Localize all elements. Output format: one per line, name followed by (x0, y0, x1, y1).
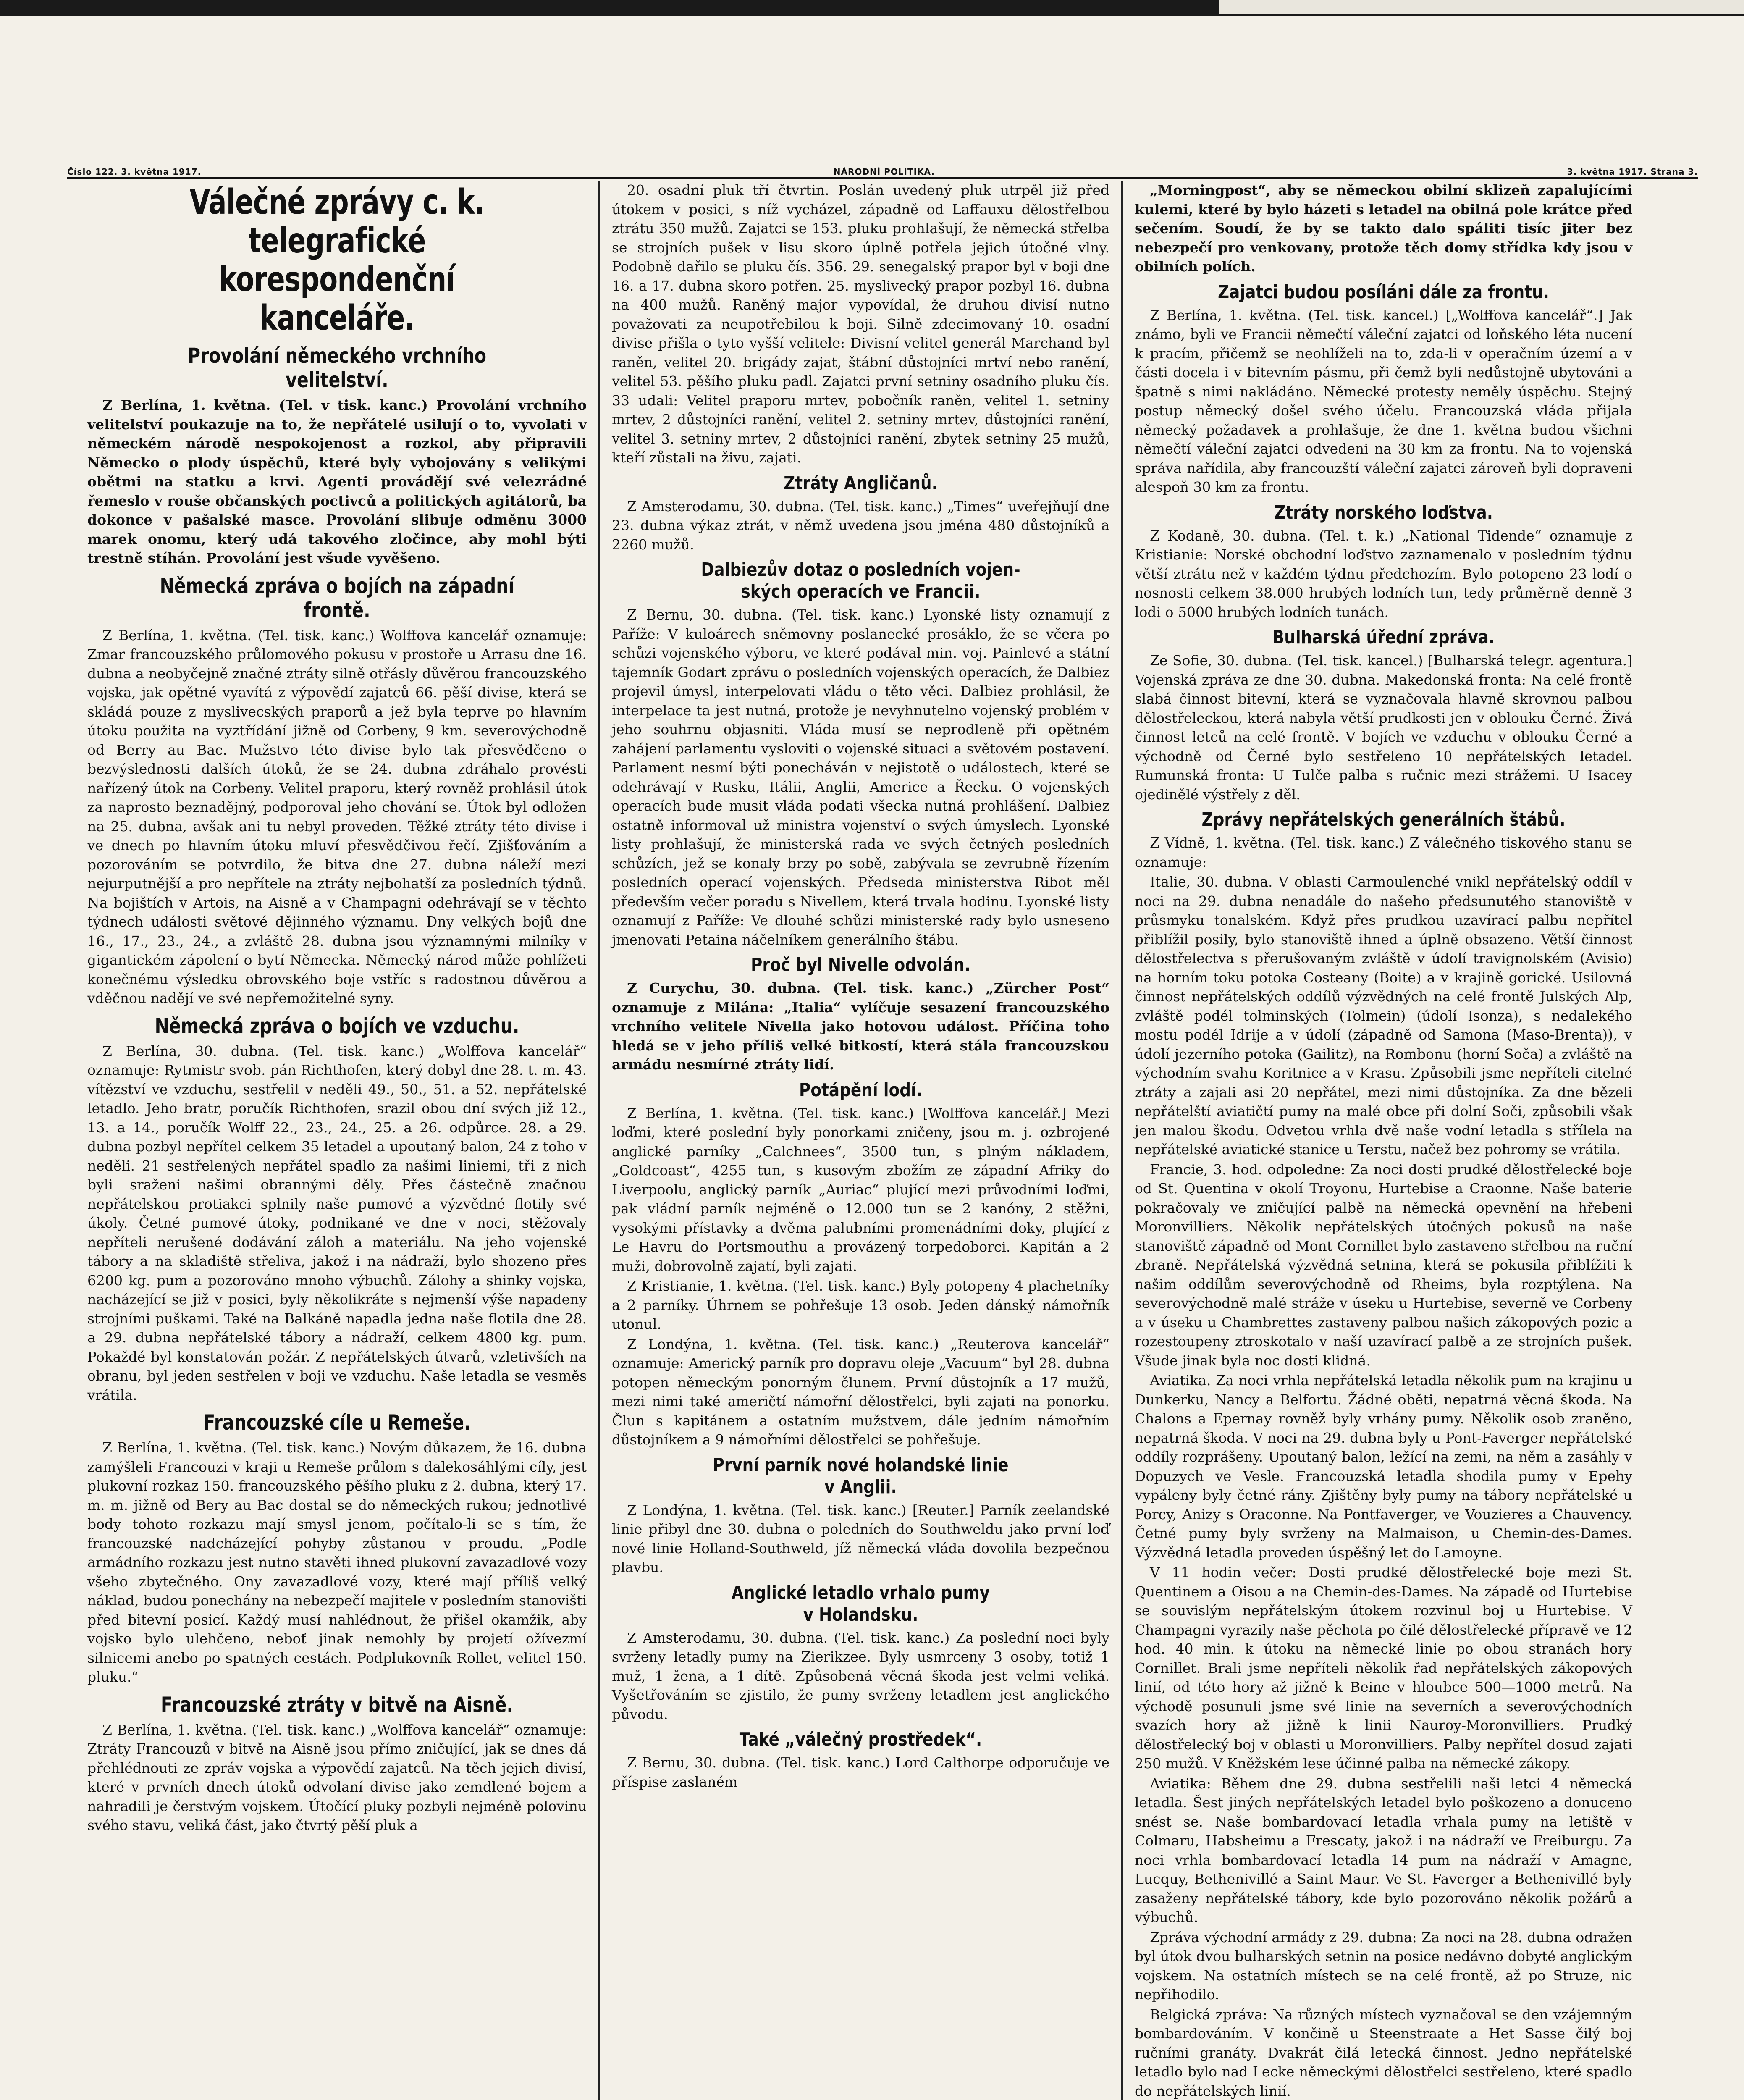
heading-line: Ztráty Angličanů. (784, 472, 938, 494)
scan-paper-edge (1219, 0, 1744, 14)
article-paragraph: Z Berlína, 1. května. (Tel. v tisk. kanc.) Provolání vrchního velitelství poukazuje na to, že nepřátelé usilují o to, vyvolati v německém národě nespokojenost a rozkol, aby připravili Německo o plody úspěchů, které byly vybojovány s velikými obětmi na statku a krvi. Agenti provádějí své velezrádné řemeslo v rouše občanských poctivců a politických agitátorů, ba dokonce v pašalské masce. Provolání slibuje odměnu 3000 marek onomu, který udá takového zločince, aby mohl býti trestně stíhán. Provolání jest všude vyvěšeno. (87, 397, 587, 566)
heading-line: Zprávy nepřátelských generálních štábů. (1201, 809, 1566, 830)
section-heading (649, 1729, 1072, 1751)
headline-line: korespondenční kanceláře. (219, 260, 455, 338)
article-paragraph: Z Kodaně, 30. dubna. (Tel. t. k.) „National Tidende“ oznamuje z Kristianie: Norské obchodní loďstvo zaznamenalo v posledním týdnu větší ztrátu než v každém týdnu předchozím. Bylo potopeno 23 lodí o nosnosti celkem 38.000 hrubých lodních tun, tedy průměrně denně 3 lodi o 5000 hrubých lodních tunách. (1135, 527, 1632, 620)
article-paragraph: Z Berlína, 1. května. (Tel. tisk. kancel.) [„Wolffova kancelář“.] Jak známo, byli ve Francii němečtí váleční zajatci od loňského léta nucení k pracím, přičemž se neohlíželi na to, zda-li v operačním území a v části docela i v bitevním pásmu, při čemž byli nedůstojně ubytováni a špatně s nimi nakládáno. Německé protesty neměly úspěchu. Stejný postup německý došel svého účelu. Francouzská vláda přijala německý požadavek a prohlašuje, že dne 1. května budou všichni němečtí váleční zajatci odvedeni na 30 km za frontu. Na to vojenská správa nařídila, aby francouzští váleční zajatci zároveň byli dopraveni alespoň 30 km za frontu. (1135, 307, 1632, 495)
article-paragraph: 20. osadní pluk tří čtvrtin. Poslán uvedený pluk utrpěl již před útokem v posici, s níž vycházel, západně od Laffauxu dělostřelbou ztrátu 350 mužů. Zajatci se 153. pluku prohlašují, že německá střelba se strojních pušek v lisu skoro úplně potřela jejich útočné vlny. Podobně dařilo se pluku čís. 356. 29. senegalský prapor byl v boji dne 16. a 17. dubna skoro potřen. 25. myslivecký prapor pozbyl 16. dubna na 400 mužů. Raněný major vypovídal, že druhou divisí nutno považovati za neupotřebilou k boji. Silně zdecimovaný 10. osadní divise přišla o tyto vyšší velitele: Divisní velitel generál Marchand byl raněn, velitel 20. brigády zajat, štábní důstojníci mrtví nebo ranění, velitel 53. pěšího pluku padl. Zajatci první setniny osadního pluku čís. 33 udali: Velitel praporu mrtev, pobočník raněn, velitel 1. setniny mrtev, 2 důstojníci ranění, velitel 2. setniny mrtev, důstojníci ranění, velitel 3. setniny mrtev, 2 důstojníci ranění, zbytek setniny 25 mužů, kteří zůstali na živu, zajati. (612, 182, 1109, 466)
article-paragraph: Z Curychu, 30. dubna. (Tel. tisk. kanc.) „Zürcher Post“ oznamuje z Milána: „Italia“ vylíčuje sesazení francouzského vrchního velitele Nivella jako hotovou událost. Příčina toho hledá se v jeho příliš velké bitkostí, která stála francouzskou armádu nesmírné ztráty lidí. (612, 980, 1109, 1073)
section-heading (132, 1014, 542, 1038)
heading-line: Anglické letadlo vrhalo pumy (731, 1582, 990, 1604)
article-paragraph: Z Berlína, 1. května. (Tel. tisk. kanc.) „Wolffova kancelář“ oznamuje: Ztráty Francouzů v bitvě na Aisně jsou přímo zničující, jak se dnes dá přehlédnouti ze zpráv vojska a výpovědí zajatců. Na těch jejich divisí, které v prvních dnech útoků odvolaní divise jako zemdlené bojem a nahradili je čerstvým vojskem. Útočící pluky pozbyli nejméně polovinu svého stavu, veliká část, jako čtvrtý pěší pluk a (87, 1721, 587, 1833)
article-paragraph: Francie, 3. hod. odpoledne: Za noci dosti prudké dělostřelecké boje od St. Quentina v okolí Troyonu, Hurtebise a Craonne. Naše baterie pokračovaly ve zničující palbě na německá opevnění na hřebeni Moronvilliers. Několik nepřátelských útočných pokusů na naše stanoviště západně od Mont Cornillet bylo zastaveno střelbou na ruční zbraně. Nepřátelská výzvědná setnina, která se pokusila přiblížiti k našim oddílům severovýchodně od Rheims, byla rozptýlena. Na severovýchodně malé stráže v úseku u Hurtebise, severně ve Corbeny a v úseku u Chambrettes zastaveny palbou našich zákopových pozic a rozestoupeny ztroskotalo v naší uzavírací palbě a ze strojních pušek. Všude jinak byla noc dosti klidná. (1135, 1161, 1632, 1369)
section-heading (649, 1454, 1072, 1498)
heading-line: Francouzské ztráty v bitvě na Aisně. (160, 1692, 514, 1717)
section-heading (649, 954, 1072, 976)
article-paragraph: Italie, 30. dubna. V oblasti Carmoulenché vnikl nepřátelský oddíl v noci na 29. dubna nenadále do našeho předsunutého stanoviště v průsmyku tonalském. Když přes prudkou uzavírací palbu nepřítel přiblížil posily, bylo stanoviště ihned a úplně obsazeno. Větší činnost dělostřelectva s přerušovaným zvláště v údolí travignolském (Avisio) na horním toku potoka Costeany (Boite) a v krajině gorické. Usilovná činnost nepřátelských oddílů výzvědných na celé frontě Julských Alp, zvláště podél tolminských (Tolmein) (údolí Isonza), s nedalekého mostu podél Idrije a v údolí (západně od Samona (Maso-Brenta)), v údolí jezerního potoka (Gailitz), na Rombonu (horní Soča) a zvláště na východním svahu Koritnice a v Krasu. Způsobili jsme nepříteli citelné ztráty a zajali asi 20 nepřátel, mezi nimi důstojníka. Za dne bězeli nepřátelští aviatičtí pumy na malé obce při dolní Soči, způsobili však jen malou škodu. Odvetou vrhla dvě naše vodní letadla s střílela na nepřátelské aviatické stanice u Terstu, načež bez pohromy se vrátila. (1135, 874, 1632, 1158)
article-paragraph: Z Amsterodamu, 30. dubna. (Tel. tisk. kanc.) „Times“ uveřejňují dne 23. dubna výkaz ztrát, v němž uvedena jsou jména 480 důstojníků a 2260 mužů. (612, 498, 1109, 553)
heading-line: Francouzské cíle u Remeše. (203, 1410, 471, 1435)
heading-line: Německá zpráva o bojích na západní (160, 573, 514, 598)
heading-line: Ztráty norského loďstva. (1274, 501, 1493, 523)
column-2 (598, 181, 1121, 2100)
heading-line: Zajatci budou posíláni dále za frontu. (1218, 281, 1549, 303)
heading-line: Potápění lodí. (799, 1079, 923, 1101)
section-heading (1172, 502, 1595, 524)
section-heading (649, 472, 1072, 494)
heading-line: Dalbiezův dotaz o posledních vojen- (701, 559, 1020, 580)
article-paragraph: Z Berlína, 1. května. (Tel. tisk. kanc.) Novým důkazem, že 16. dubna zamýšleli Francouzi v kraji u Remeše průlom s dalekosáhlými cíly, jest plukovní rozkaz 150. francouzského pěšího pluku z 2. dubna, který 17. m. m. jižně od Bery au Bac dostal se do německých rukou; jednotlivé body tohoto rozkazu mají smysl jenom, počítalo-li se s tím, že francouzské nadcházející pohyby zůstanou v proudu. „Podle armádního rozkazu jest nutno stavěti ihned plukovní zavazadlové vozy všeho zbytečného. Ony zavazadlové vozy, které mají příliš velký náklad, budou ponechány na nebezpečí majitele v posledním stanovišti před bitevní posicí. Každý musí nahlédnout, že přišel okamžik, aby vojsko bylo ulehčeno, neboť jinak nemohly by projetí ožívezmí silnicemi anebo po spatných cestách. Podplukovník Rollet, velitel 150. pluku.“ (87, 1439, 587, 1685)
article-paragraph: Z Londýna, 1. května. (Tel. tisk. kanc.) [Reuter.] Parník zeelandské linie přibyl dne 30. dubna o poledních do Southweldu jako první loď nové linie Holland-Southweld, jíž německá vláda dovolila bezpečnou plavbu. (612, 1502, 1109, 1575)
heading-line: frontě. (304, 598, 370, 622)
section-heading (649, 559, 1072, 603)
section-heading (649, 1079, 1072, 1101)
article-paragraph: „Morningpost“, aby se německou obilní sklizeň zapalujícími kulemi, které by bylo házeti s letadel na obilná pole krátce před sečením. Soudí, že by se takto dalo spáliti tisíc jiter bez nebezpečí pro venkovany, protože těch domy střídka kdy jsou v obilních polích. (1135, 182, 1632, 275)
column-3 (1121, 181, 1644, 2100)
article-paragraph: Zpráva východní armády z 29. dubna: Za noci na 28. dubna odražen byl útok dvou bulharských setnin na posice nedávno dobyté anglickým vojskem. Na ostatních místech se na celé frontě, až po Struze, nic nepřihodilo. (1135, 1929, 1632, 2003)
article-paragraph: Z Bernu, 30. dubna. (Tel. tisk. kanc.) Lyonské listy oznamují z Paříže: V kuloárech sněmovny poslanecké prosáklo, že se včera po schůzi vojenského výboru, ve které podával min. voj. Painlevé a státní tajemník Godart zprávu o posledních vojenských operacích, že Dalbiez projevil úmysl, interpelovati vládu o těto věci. Dalbiez prohlásil, že interpelace ta jest nutná, protože je nevyhnutelno vojenský problém v jeho souhrnu objasniti. Vláda musí se neprodleně při opětném zahájení parlamentu vysloviti o vojenské situaci a světovém postavení. Parlament nesmí býti ponecháván v nejistotě o událostech, které se odehrávají v Rusku, Itálii, Anglii, Americe a Řecku. O vojenských operacích bude musit vláda podati všecka nutná prohlášení. Dalbiez ostatně informoval už ministra vojenství o svých úmyslech. Lyonské listy prohlašují, že ministerská rada ve svých četných posledních schůzích, jež se konaly brzy po sobě, zabývala se zevrubně řízením posledních operací vojenských. Předseda ministerstva Ribot měl především večer poradu s Nivellem, která trvala hodinu. Lyonské listy oznamují z Paříže: Ve dlouhé schůzi ministerské rady bylo usneseno jmenovati Petaina náčelníkem generálního štábu. (612, 606, 1109, 948)
heading-line: velitelství. (286, 368, 388, 392)
article-paragraph: Belgická zpráva: Na různých místech vyznačoval se den vzájemným bombardováním. V končině u Steenstraate a Het Sasse čilý boj ručními granáty. Dvakrát čilá letecká činnost. Jedno nepřátelské letadlo bylo nad Lecke německými dělostřelci sestřeleno, které spadlo do nepřátelských linií. (1135, 2006, 1632, 2099)
section-heading (1172, 627, 1595, 648)
article-paragraph: Z Bernu, 30. dubna. (Tel. tisk. kanc.) Lord Calthorpe odporučuje ve příspise zaslaném (612, 1754, 1109, 1790)
article-paragraph: Z Londýna, 1. května. (Tel. tisk. kanc.) „Reuterova kancelář“ oznamuje: Americký parník pro dopravu oleje „Vacuum“ byl 28. dubna potopen německým ponorným člunem. První důstojník a 17 mužů, mezi nimi také američtí námořní dělostřelci, byli zajati na ponorku. Člun s kapitánem a ostatním mužstvem, dále jedním námořním důstojníkem a 9 námořními dělostřelci se pohřešuje. (612, 1336, 1109, 1448)
headline-line: Válečné zprávy c. k. telegrafické (189, 182, 485, 261)
heading-line: První parník nové holandské linie (713, 1454, 1009, 1476)
columns (76, 181, 1698, 2100)
heading-line: Také „válečný prostředek“. (739, 1729, 982, 1750)
heading-line: ských operacích ve Francii. (741, 581, 981, 602)
article-paragraph: Z Amsterodamu, 30. dubna. (Tel. tisk. kanc.) Za poslední noci byly svrženy letadly pumy na Zierikzee. Byly usmrceny 3 osoby, totiž 1 muž, 1 žena, a 1 dítě. Způsobená věcná škoda jest velmi veliká. Vyšetřováním se zjistilo, že pumy svrženy letadlem jest anglického původu. (612, 1629, 1109, 1722)
section-heading (132, 1693, 542, 1717)
page-info: 3. května 1917. Strana 3. (1567, 167, 1698, 177)
article-paragraph: Ze Sofie, 30. dubna. (Tel. tisk. kancel.) [Bulharská telegr. agentura.] Vojenská zpráva ze dne 30. dubna. Makedonská fronta: Na celé frontě slabá činnost bitevní, která se vyznačovala hlavně skrovnou palbou dělostřeleckou, která nabyla větší prudkosti jen v oblouku Černé. Živá činnost letců na celé frontě. V bojích ve vzduchu v oblouku Černé a východně od Černé bylo sestřeleno 10 nepřátelských letadel. Rumunská fronta: U Tulče palba s ručnic mezi strážemi. U Isacey ojedinělé výstřely z děl. (1135, 652, 1632, 803)
section-heading (649, 1582, 1072, 1626)
heading-line: Proč byl Nivelle odvolán. (750, 954, 971, 976)
article-paragraph: Aviatika: Během dne 29. dubna sestřelili naši letci 4 německá letadla. Šest jiných nepřátelských letadel bylo poškozeno a donuceno snést se. Naše bombardovací letadla vrhala pumy na letiště v Colmaru, Habsheimu a Frescaty, jakož i na nádraží ve Freiburgu. Za noci vrhla bombardovací letadla 14 pum na nádraží v Amagne, Lucquy, Bethenivillé a Saint Maur. Ve St. Faverger a Bethenivillé byly zasaženy nepřátelské tábory, kde bylo pozorováno několik požárů a výbuchů. (1135, 1775, 1632, 1925)
article-paragraph: V 11 hodin večer: Dosti prudké dělostřelecké boje mezi St. Quentinem a Oisou a na Chemin-des-Dames. Na západě od Hurtebise se souvislým nepřátelským útokem rozvinul boj u Hurtebise. V Champagni vyrazily naše pěchota po čilé dělostřelecké přípravě ve 12 hod. 40 min. k útoku na německé linie po obou stranách hory Cornillet. Brali jsme nepříteli několik řad nepřátelských zákopových linií, od této hory až jižně k Beine v hloubce 500—1000 metrů. Na východě posunuli jsme své linie na severních a severovýchodních svazích hory až jižně k linii Nauroy-Moronvilliers. Prudký dělostřelecký boj v oblasti u Moronvilliers. Palby nepřítel dosud zajati 250 mužů. V Kněžském lese účinné palba na německé zákopy. (1135, 1564, 1632, 1772)
article-paragraph: Z Kristianie, 1. května. (Tel. tisk. kanc.) Byly potopeny 4 plachetníky a 2 parníky. Úhrnem se pohřešuje 13 osob. Jeden dánský námořník utonul. (612, 1278, 1109, 1332)
page-headline (142, 183, 532, 338)
section-heading (132, 1410, 542, 1435)
heading-line: Provolání německého vrchního (187, 344, 487, 368)
heading-line: v Anglii. (824, 1476, 897, 1498)
column-1 (76, 181, 598, 2100)
issue-info: Číslo 122. 3. května 1917. (67, 167, 202, 177)
heading-line: Bulharská úřední zpráva. (1272, 627, 1495, 648)
article-paragraph: Z Vídně, 1. května. (Tel. tisk. kanc.) Z válečného tiskového stanu se oznamuje: (1135, 835, 1632, 870)
section-heading (132, 344, 542, 392)
article-paragraph: Z Berlína, 1. května. (Tel. tisk. kanc.) [Wolffova kancelář.] Mezi loďmi, které poslední byly ponorkami zničeny, jsou m. j. ozbrojené anglické parníky „Calchnees“, 3500 tun, s plným nákladem, „Goldcoast“, 4255 tun, s kusovým zbožím ze západní Afriky do Liverpoolu, anglický parník „Auriac“ plující mezi průvodními loďmi, pak vládní parník nejméně o 12.000 tun se 2 kanóny, 2 stěžni, vysokými přístavky a dvěma palubními promenádními doky, plující z Le Havru do Portsmouthu a provázený torpedoborci. Kapitán a 2 muži, dobrovolně zajatí, byli zajati. (612, 1105, 1109, 1274)
section-heading (132, 574, 542, 622)
heading-line: v Holandsku. (803, 1604, 918, 1625)
section-heading (1172, 281, 1595, 303)
article-paragraph: Z Berlína, 30. dubna. (Tel. tisk. kanc.) „Wolffova kancelář“ oznamuje: Rytmistr svob. pán Richthofen, který dobyl dne 28. t. m. 43. vítězství ve vzduchu, sestřelil v neděli 49., 50., 51. a 52. nepřátelské letadlo. Jeho bratr, poručík Richthofen, srazil obou dní svých již 12., 13. a 14., poručík Wolff 22., 23., 24., 25. a 26. odpůrce. 28. a 29. dubna pozbyl nepřítel celkem 35 letadel a upoutaný balon, 24 z toho v neděli. 21 sestřelených nepřátel spadlo za našimi liniemi, tři z nich byli sraženi našimi obrannými děly. Přes částečně značnou nepřátelskou protiakci splnily naše pumové a výzvědné flotily své úkoly. Četné pumové útoky, podnikané ve dne v noci, stěžovaly nepříteli nerušené dodávání záloh a materiálu. Na jeho vojenské tábory a na skladiště střeliva, jakož i na nádraží, bylo shozeno přes 6200 kg. pum a pozorováno mnoho výbuchů. Zálohy a shinky vojska, nacházející se již v posici, byly několikráte s nejmenší výše napadeny strojními puškami. Také na Balkáně napadla jedna naše flotila dne 28. a 29. dubna nepřátelské tábory a nádraží, celkem 4800 kg. pum. Pokaždé byl konstatován požár. Z nepřátelských útvarů, vzletivších na obranu, byl jeden sestřelen v boji ve vzduchu. Naše letadla se vesměs vrátila. (87, 1042, 587, 1403)
heading-line: Německá zpráva o bojích ve vzduchu. (155, 1013, 519, 1038)
article-paragraph: Aviatika. Za noci vrhla nepřátelská letadla několik pum na krajinu u Dunkerku, Nancy a Belfortu. Žádné oběti, nepatrná věcná škoda. Na Chalons a Epernay rovněž byly vrhány pumy. Několik osob zraněno, nepatrná škoda. V noci na 29. dubna byly u Pont-Faverger nepřátelské oddíly rozprášeny. Upoutaný balon, ležící na zemi, na něm a zasáhly v Dopuzych ve Vesle. Francouzská letadla shodila pumy v Epehy vypáleny byly četné rány. Zjištěny byly pumy na tábory nepřátelské u Porcy, Anizy s Oraconne. Na Pontfaverger, ve Vouzieres a Chauvency. Četné pumy byly svrženy na Malmaison, u Chemin-des-Dames. Výzvědná letadla proveden úspěšný let do Lamoyne. (1135, 1372, 1632, 1561)
article-paragraph: Z Berlína, 1. května. (Tel. tisk. kanc.) Wolffova kancelář oznamuje: Zmar francouzského průlomového pokusu v prostoře u Arrasu dne 16. dubna a neobyčejně značné ztráty silně otřásly důvěrou francouzského vojska, jak opětné vyavítá z výpovědí zajatců 66. pěší divise, která se skládá pouze z myslivecských praporů a jež byla teprve po hlavním útoku použita na vyztřídání jižně od Corbeny, 9 km. severovýchodně od Berry au Bac. Mužstvo této divise bylo tak přesvědčeno o bezvýslednosti dalších útoků, že se 24. dubna zdráhalo provésti nařízený útok na Corbeny. Velitel praporu, který rovněž prohlásil útok za naprosto beznadějný, podporoval jeho chování se. Útok byl odložen na 25. dubna, avšak ani tu nebyl proveden. Těžké ztráty této divise i ve dnech po hlavním útoku mluví přesvědčivou řečí. Zjišťováním a pozorováním se potvrdilo, že bitva dne 27. dubna náleží mezi nejurputnější a pro nepřítele na ztráty nejbohatší za posledních týdnů. Na bojištích v Artois, na Aisně a v Champagni odehrávají se v těchto týdnech události světové dějinného významu. Dny velkých bojů dne 16., 17., 23., 24., a zvláště 28. dubna jsou významnými milníky v gigantickém zápolení o bytí Německa. Německý národ může pohlížeti konečnému výsledku obrovského boje vstříc s radostnou důvěrou a vděčnou nadějí ve své nepřemožitelné syny. (87, 627, 587, 1006)
masthead-name: NÁRODNÍ POLITIKA. (833, 167, 935, 177)
running-header (67, 166, 1698, 179)
section-heading (1172, 809, 1595, 831)
